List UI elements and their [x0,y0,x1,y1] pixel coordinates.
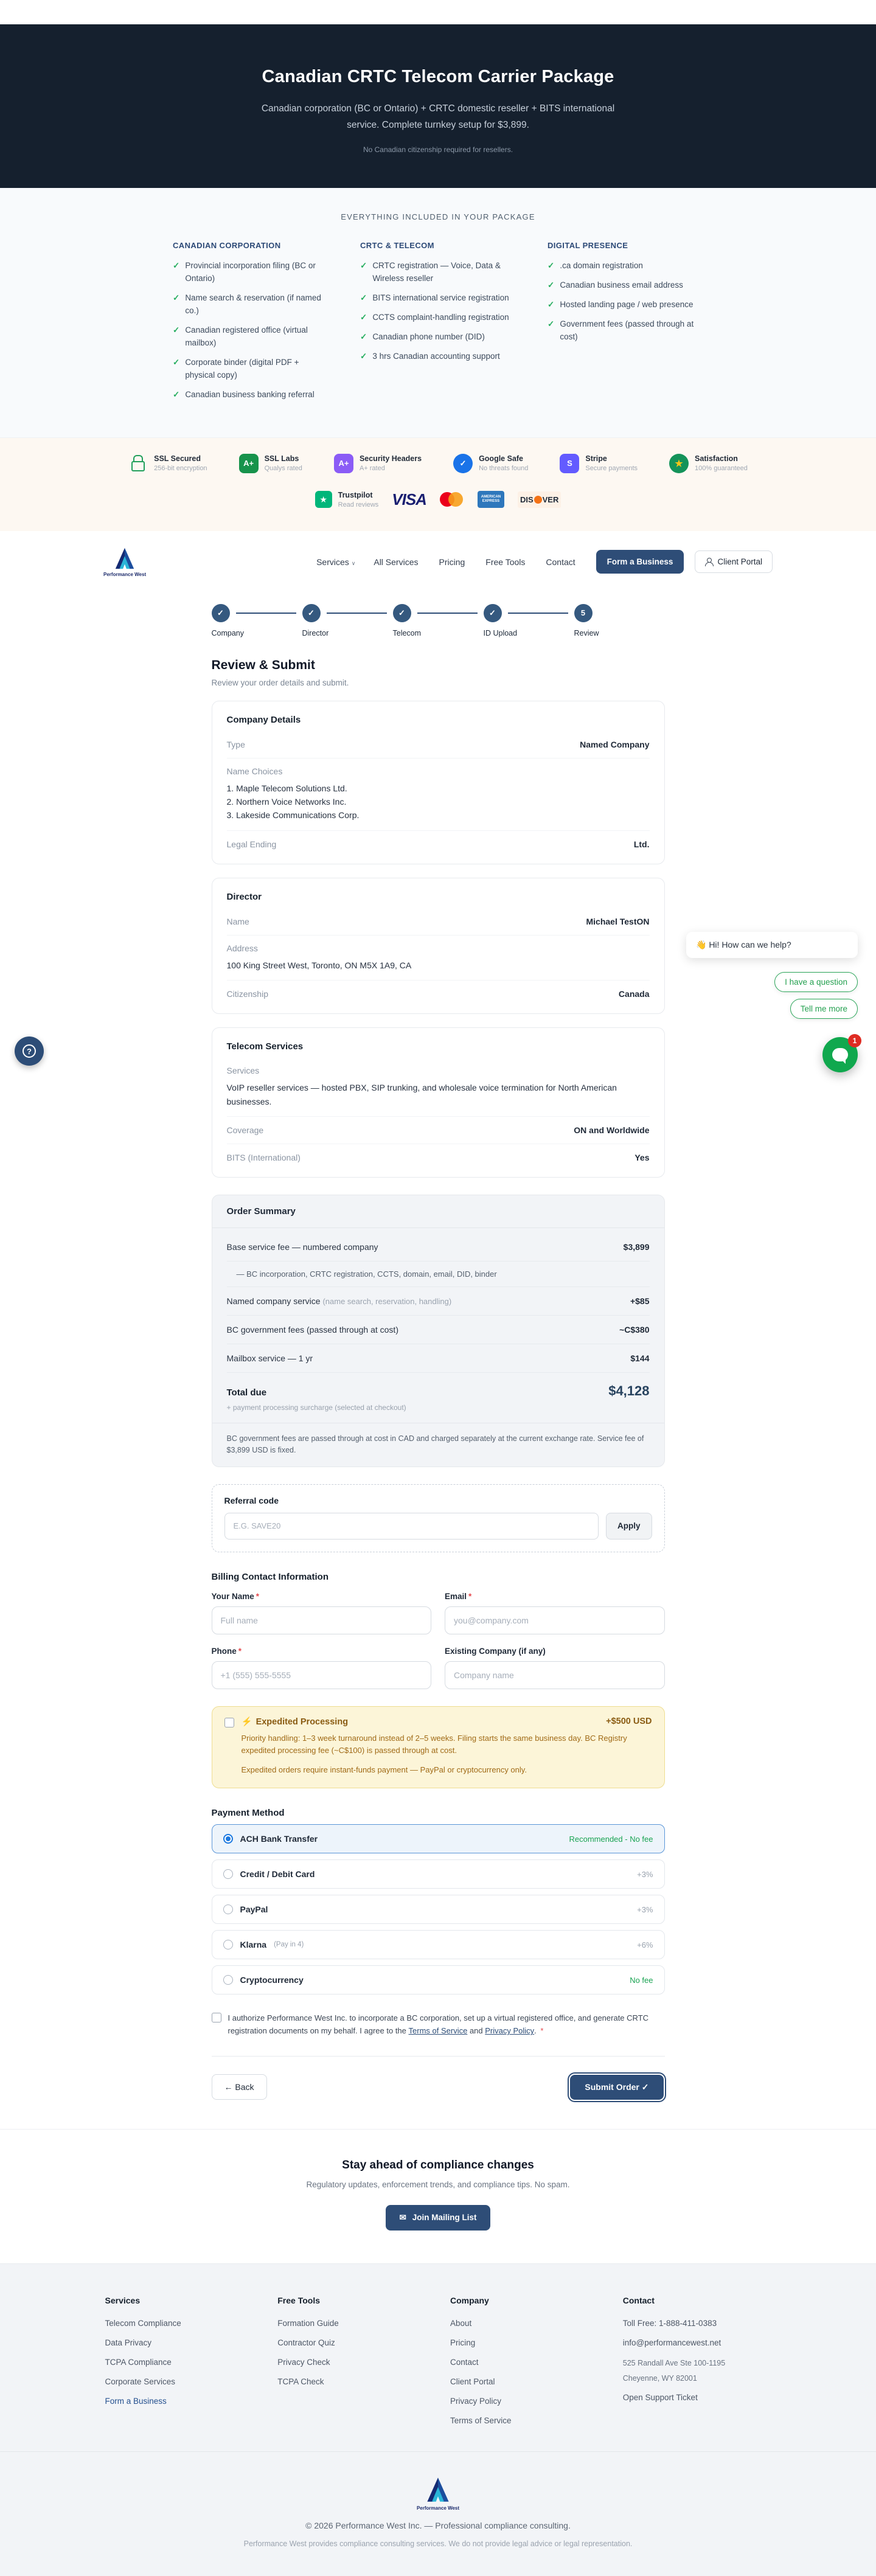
check-icon: ✓ [548,319,555,329]
included-item [548,318,703,344]
step-circle: ✓ [302,604,321,622]
authorization-checkbox[interactable] [212,2013,221,2022]
submit-order-button[interactable]: Submit Order ✓ [569,2074,664,2101]
name-choice: 3. Lakeside Communications Corp. [226,810,360,821]
company-type-row: Type Named Company [226,739,650,749]
trust-badge-title: Security Headers [359,454,422,463]
referral-code-input[interactable] [224,1513,599,1540]
radio-icon[interactable] [223,1869,233,1879]
billing-field: Existing Company (if any) Company name [445,1647,665,1689]
included-column-title: CRTC & TELECOM [360,241,434,251]
name-choices-row: Name Choices 1. Maple Telecom Solutions Ltd. 2. Northern Voice Networks Inc. 3. Lakeside Communications Corp. [227,758,650,830]
footer-column-company: Company About Pricing Contact Client Portal Privacy Policy Terms of Service [450,2296,599,2435]
hero-section [0,24,876,188]
billing-input[interactable] [445,1606,665,1634]
nav-link[interactable]: Contact [546,557,575,567]
telecom-services-card [212,1027,665,1178]
stepper-step[interactable] [302,604,393,637]
chat-unread-badge: 1 [848,1034,861,1047]
check-icon: ✓ [173,293,180,303]
trust-badge-icon [128,454,148,473]
check-icon: ✓ [360,293,367,303]
check-icon: ✓ [173,389,180,399]
footer-column-contact: Contact Toll Free: 1-888-411-0383 info@performancewest.net 525 Randall Ave Ste 100-1195 Cheyenne, WY 82001 Open Support Ticket [623,2296,771,2435]
trust-badge-subtitle: Secure payments [585,465,638,473]
footer-link[interactable]: Data Privacy [105,2338,152,2347]
included-column-corporation [173,241,328,408]
expedited-price: +$500 USD [606,1716,652,1726]
billing-field: Phone * +1 (555) 555-5555 [212,1647,432,1689]
navbar [0,531,876,591]
summary-total-row: Total due $4,128 [226,1383,650,1398]
name-choice: 1. Maple Telecom Solutions Ltd. [226,783,347,793]
included-item [360,331,516,344]
trust-badge-subtitle: 100% guaranteed [695,465,748,473]
form-a-business-button[interactable]: Form a Business [596,550,684,574]
footer-link[interactable]: Telecom Compliance [105,2318,181,2328]
billing-input[interactable] [445,1661,665,1689]
check-icon: ✓ [173,325,180,335]
check-icon: ✓ [173,261,180,271]
newsletter-title: Stay ahead of compliance changes [342,2158,534,2172]
nav-link[interactable]: Services ∨ [316,557,356,567]
expedited-processing-box [212,1706,665,1788]
expedited-title: Expedited Processing [255,1717,349,1727]
join-mailing-list-button[interactable]: ✉ Join Mailing List [386,2205,490,2231]
included-column-title: CANADIAN CORPORATION [173,241,281,251]
radio-icon[interactable] [223,1975,233,1985]
step-label: Review [574,628,599,637]
included-item-text: Government fees (passed through at cost) [560,319,694,341]
included-item [360,311,516,324]
expedited-payment-note: Expedited orders require instant-funds payment — PayPal or cryptocurrency only. [241,1765,527,1775]
footer-link[interactable]: Privacy Policy [450,2396,502,2406]
footer-disclaimer: Performance West provides compliance consulting services. We do not provide legal advice or legal representation. [243,2539,633,2548]
included-item-text: Canadian business banking referral [185,389,315,399]
footer-link[interactable]: TCPA Compliance [105,2357,172,2367]
referral-label: Referral code [224,1495,279,1505]
trustpilot-star-icon: ★ [315,491,332,508]
included-column-telecom [360,241,516,408]
visa-logo: VISA [392,490,426,509]
step-circle: ✓ [484,604,502,622]
payment-option-klarna[interactable]: Klarna (Pay in 4) +6% [212,1930,665,1959]
open-support-ticket-link[interactable]: Open Support Ticket [622,2393,698,2403]
included-item [360,260,516,285]
lightning-icon: ⚡ [241,1717,252,1727]
required-asterisk: * [238,1646,242,1656]
director-address-row: Address 100 King Street West, Toronto, ON M5X 1A9, CA [227,935,650,980]
page-title: Review & Submit [211,658,315,672]
footer-address-line2: Cheyenne, WY 82001 [622,2373,697,2383]
trust-badge-subtitle: A+ rated [359,465,385,473]
footer-link[interactable]: About [450,2318,472,2328]
nav-link[interactable]: Free Tools [485,557,526,567]
footer-link[interactable]: Form a Business [105,2396,167,2406]
summary-row-base: Base service fee — numbered company $3,899 [227,1233,650,1262]
trust-badge-subtitle: 256-bit encryption [154,465,207,473]
company-details-card [212,701,665,864]
back-button[interactable]: ← Back [212,2074,267,2100]
check-icon: ✓ [548,280,555,290]
summary-row-named: Named company service (name search, reservation, handling) +$85 [227,1287,650,1316]
check-icon: ✓ [360,261,367,271]
telecom-services-row: Services VoIP reseller services — hosted PBX, SIP trunking, and wholesale voice termination for North American businesses. [226,1066,617,1106]
check-icon: ✓ [360,351,367,361]
payment-option-ach[interactable]: ACH Bank Transfer Recommended - No fee [212,1824,665,1853]
included-item-text: Name search & reservation (if named co.) [185,293,321,316]
footer-link[interactable]: Pricing [450,2338,476,2347]
required-asterisk: * [255,1591,260,1601]
summary-row-mailbox: Mailbox service — 1 yr $144 [227,1344,650,1373]
nav-link[interactable]: All Services [374,557,419,567]
stepper-step[interactable] [484,604,574,637]
billing-input[interactable] [212,1661,432,1689]
card-title: Director [226,891,262,902]
chat-greeting-bubble: 👋 Hi! How can we help? [686,932,858,958]
brand-name: Performance West [103,571,147,577]
footer-column-free-tools: Free Tools Formation Guide Contractor Quiz Privacy Check TCPA Check [277,2296,426,2435]
included-item-text: CRTC registration — Voice, Data & Wireless reseller [372,261,501,283]
bits-row: BITS (International) Yes [227,1144,650,1171]
radio-icon[interactable] [223,1904,233,1914]
included-item-text: CCTS complaint-handling registration [372,313,509,322]
payment-method-title: Payment Method [211,1808,285,1819]
trust-badge [128,454,207,473]
billing-section-title: Billing Contact Information [211,1571,328,1582]
footer-link[interactable]: Formation Guide [277,2318,339,2328]
footer-phone[interactable]: Toll Free: 1-888-411-0383 [622,2318,717,2328]
payment-option-crypto[interactable]: Cryptocurrency No fee [212,1965,665,1994]
check-icon: ✓ [360,332,367,341]
expedited-checkbox[interactable] [224,1718,234,1727]
order-summary-title: Order Summary [212,1195,664,1228]
payment-option-paypal[interactable]: PayPal +3% [212,1895,665,1924]
included-item-text: Canadian registered office (virtual mailbox) [185,325,308,347]
mastercard-logo [440,491,464,507]
trust-badge-icon: A+ [239,454,259,473]
footer-email[interactable]: info@performancewest.net [622,2338,721,2347]
form-actions [212,2056,665,2129]
card-title: Telecom Services [226,1041,304,1052]
check-icon: ✓ [173,357,180,367]
amex-logo: AMERICAN EXPRESS [478,491,504,508]
trustpilot-subtitle: Read reviews [338,501,379,509]
hero-note: No Canadian citizenship required for resellers. [363,145,513,154]
trust-badge-subtitle: Qualys rated [264,465,302,473]
included-item [173,324,328,350]
hero-subtitle: Canadian corporation (BC or Ontario) + CRTC domestic reseller + BITS international service. Complete turnkey setup for $3,899. [261,103,615,131]
billing-input[interactable] [212,1606,432,1634]
radio-selected-icon[interactable] [223,1834,233,1844]
check-icon: ✓ [548,261,555,271]
trust-badge-title: Stripe [585,454,607,463]
included-item [548,260,703,273]
authorization-text: I authorize Performance West Inc. to incorporate a BC corporation, set up a virtual registered office, and generate CRTC registration documents on my behalf. I agree to the Terms of Service and Privacy Policy. * [228,2013,649,2036]
footer-link[interactable]: Contact [450,2357,479,2367]
included-section [0,188,876,437]
radio-icon[interactable] [223,1940,233,1949]
trust-badge-title: Satisfaction [695,454,738,463]
trust-badge [239,454,302,473]
included-item-text: Canadian phone number (DID) [372,332,485,341]
summary-row-base-detail: — BC incorporation, CRTC registration, CCTS, domain, email, DID, binder [227,1262,650,1287]
newsletter-subtitle: Regulatory updates, enforcement trends, and compliance tips. No spam. [306,2179,570,2189]
director-name-row: Name Michael TestON [226,916,650,926]
brand-logo[interactable] [103,547,146,577]
footer-link[interactable]: Corporate Services [105,2376,176,2386]
step-label: Telecom [392,628,422,637]
top-strip [0,0,876,24]
check-icon: ✓ [641,2081,649,2092]
footer-link[interactable]: TCPA Check [277,2376,324,2386]
trust-badge-icon: ★ [669,454,689,473]
director-citizenship-row: Citizenship Canada [227,980,650,1007]
mail-icon: ✉ [399,2212,406,2222]
stepper-step[interactable] [574,604,665,637]
discover-logo: DIS VER [518,491,561,508]
director-card [212,878,665,1014]
expedited-description: Priority handling: 1–3 week turnaround instead of 2–5 weeks. Filing starts the same business day. BC Registry expedited processing fee (~C$100) is passed through at cost. [241,1733,627,1755]
apply-button[interactable]: Apply [606,1513,652,1540]
trustpilot-badge [315,491,379,509]
billing-field: Email * you@company.com [445,1592,665,1634]
chat-quick-reply-more[interactable]: Tell me more [790,999,858,1019]
person-icon [705,558,712,566]
included-item [548,279,703,292]
total-amount: $4,128 [608,1383,650,1398]
trust-badge [560,454,638,473]
footer-address-line1: 525 Randall Ave Ste 100-1195 [622,2358,726,2367]
hero-title: Canadian CRTC Telecom Carrier Package [262,67,614,86]
nav-link[interactable]: Pricing [439,557,465,567]
main-content [212,604,665,2129]
performance-west-logo-icon [113,547,136,570]
included-item [173,260,328,285]
trust-badge-subtitle: No threats found [479,465,529,473]
included-item-text: 3 hrs Canadian accounting support [372,351,500,361]
step-label: Director [302,628,329,637]
footer [0,2263,876,2576]
chevron-down-icon: ∨ [351,560,356,566]
footer-brand-name: Performance West [416,2505,460,2511]
step-circle: ✓ [212,604,230,622]
step-label: Company [211,628,244,637]
name-choice: 2. Northern Voice Networks Inc. [226,796,347,807]
included-item [173,292,328,318]
step-label: ID Upload [483,628,518,637]
referral-code-box [212,1484,665,1552]
newsletter-section [0,2129,876,2263]
trust-badge-title: Google Safe [479,454,524,463]
stepper [212,604,665,637]
trust-badges-section [0,438,876,531]
included-item-text: Provincial incorporation filing (BC or Ontario) [185,261,316,283]
step-circle: ✓ [393,604,411,622]
summary-row-govfees: BC government fees (passed through at cost) ~C$380 [227,1316,650,1344]
step-circle: 5 [574,604,593,622]
question-mark-icon: ? [23,1044,36,1058]
help-fab-button[interactable] [15,1036,44,1066]
included-item-text: Hosted landing page / web presence [560,300,693,310]
discover-dot-icon [534,496,542,504]
check-icon: ✓ [360,313,367,322]
trust-badge-title: SSL Secured [154,454,201,463]
summary-footnote: BC government fees are passed through at cost in CAD and charged separately at the current exchange rate. Service fee of $3,899 USD is fixed. [212,1423,664,1467]
included-item-text: .ca domain registration [560,261,643,271]
footer-link[interactable]: Client Portal [450,2376,495,2386]
privacy-policy-link[interactable]: Privacy Policy [485,2026,535,2036]
footer-link[interactable]: Privacy Check [277,2357,330,2367]
trustpilot-title: Trustpilot [338,490,373,499]
trust-badge-icon: A+ [334,454,353,473]
trust-badge-icon: S [560,454,579,473]
included-item-text: BITS international service registration [372,293,509,303]
required-asterisk: * [468,1591,472,1601]
trust-badge [669,454,748,473]
arrow-left-icon: ← [224,2082,233,2092]
billing-field: Your Name * Full name [212,1592,432,1634]
included-item [173,356,328,382]
trust-badge [334,454,422,473]
chat-quick-reply-question[interactable]: I have a question [774,972,858,992]
summary-total-note: + payment processing surcharge (selected at checkout) [226,1403,406,1412]
required-asterisk: * [540,2026,544,2036]
legal-ending-row: Legal Ending Ltd. [227,830,650,858]
check-icon: ✓ [548,300,555,310]
payment-option-card[interactable]: Credit / Debit Card +3% [212,1859,665,1889]
included-item-text: Canadian business email address [560,280,683,290]
stepper-step[interactable] [393,604,484,637]
stepper-step[interactable] [212,604,302,637]
page-subtitle: Review your order details and submit. [211,678,349,687]
included-item [360,350,516,363]
card-title: Company Details [226,714,301,725]
included-column-title: DIGITAL PRESENCE [548,241,628,251]
included-column-digital [548,241,703,408]
trust-badge [453,454,528,473]
included-item-text: Corporate binder (digital PDF + physical copy) [185,357,299,380]
chat-bubble-icon [832,1048,848,1061]
coverage-row: Coverage ON and Worldwide [227,1116,650,1144]
footer-column-services: Services Telecom Compliance Data Privacy TCPA Compliance Corporate Services Form a Business [105,2296,254,2435]
performance-west-logo-icon [425,2476,451,2503]
trust-badge-title: SSL Labs [264,454,299,463]
trust-badge-icon: ✓ [453,454,473,473]
included-heading: EVERYTHING INCLUDED IN YOUR PACKAGE [341,212,535,222]
authorization-row [212,2012,665,2038]
client-portal-button[interactable]: Client Portal [695,550,773,573]
included-item [360,292,516,305]
terms-of-service-link[interactable]: Terms of Service [408,2026,468,2036]
included-item [548,299,703,311]
footer-link[interactable]: Contractor Quiz [277,2338,335,2347]
included-item [173,389,328,401]
footer-copyright: © 2026 Performance West Inc. — Professional compliance consulting. [305,2520,571,2530]
order-summary-card [212,1195,665,1467]
footer-link[interactable]: Terms of Service [450,2415,512,2425]
